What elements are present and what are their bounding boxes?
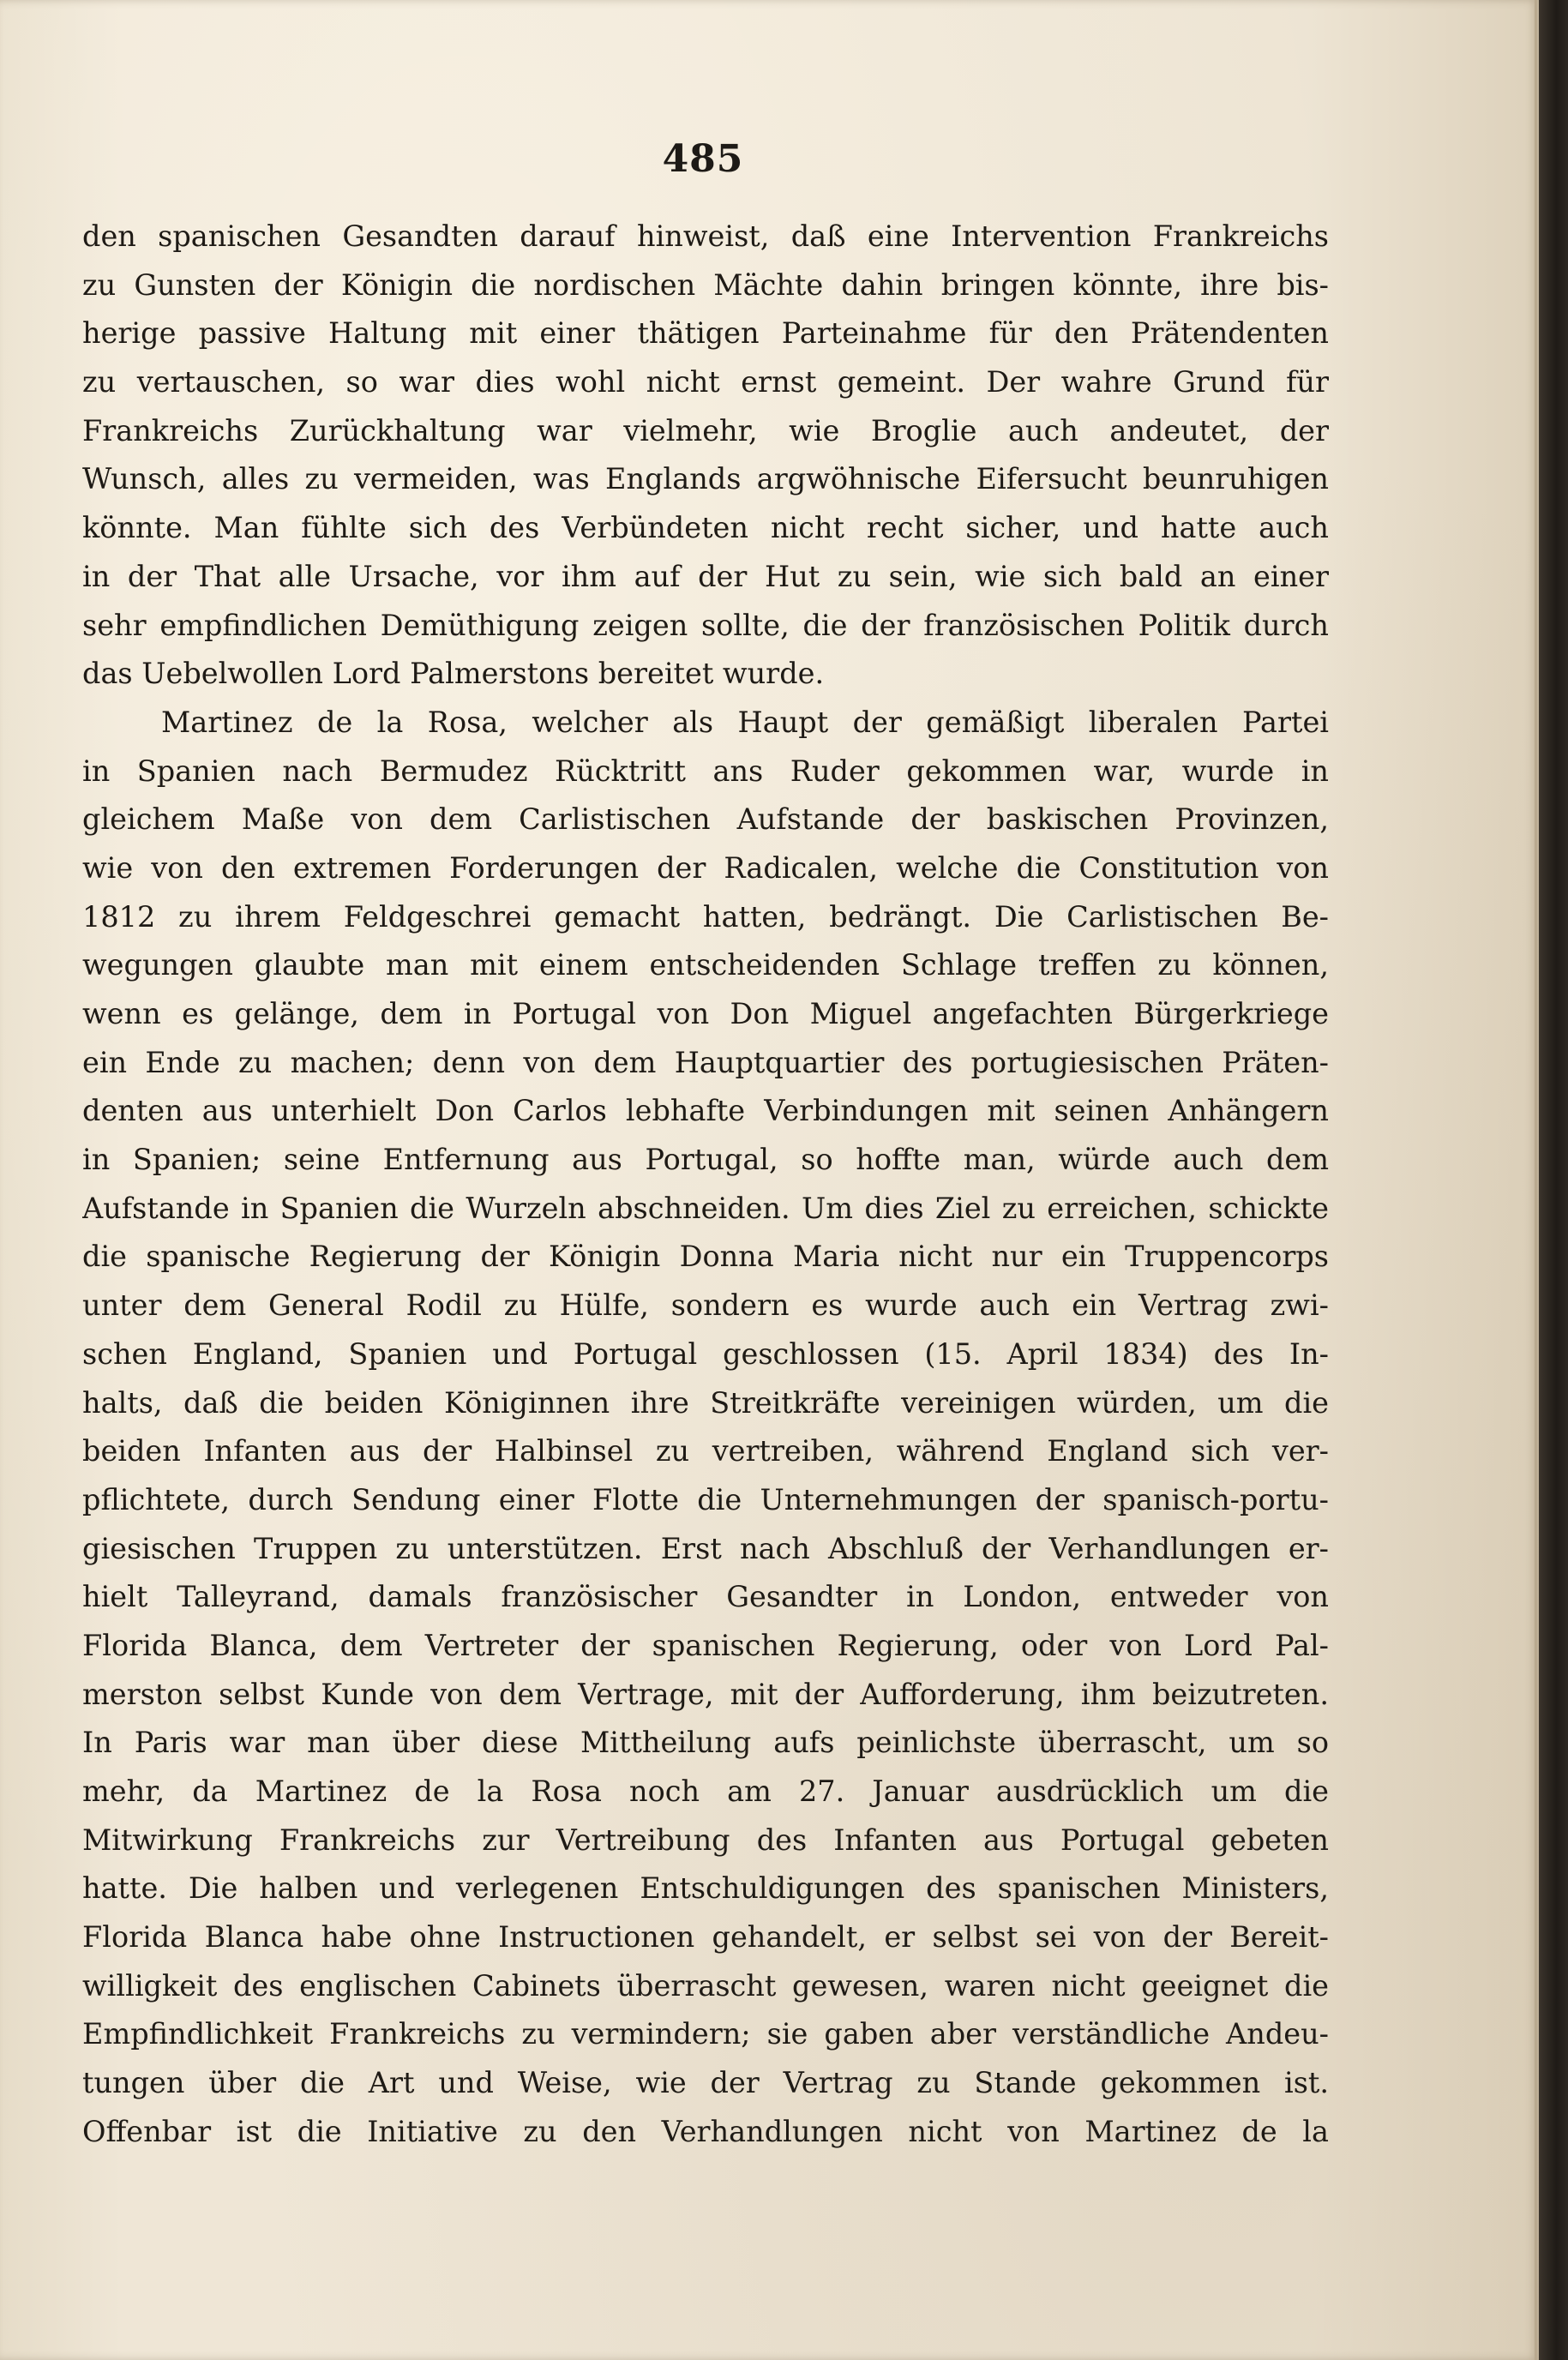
- book-edge-shadow: [1539, 0, 1568, 2360]
- text-line: wegungen glaubte man mit einem entscheidenden Schlage treffen zu können,: [82, 948, 1329, 982]
- text-line: gleichem Maße von dem Carlistischen Aufstande der baskischen Provinzen,: [82, 802, 1329, 837]
- text-line: Florida Blanca, dem Vertreter der spanischen Regierung, oder von Lord Pal-: [82, 1628, 1329, 1662]
- text-line: hielt Talleyrand, damals französischer Gesandter in London, entweder von: [82, 1580, 1329, 1614]
- text-line: willigkeit des englischen Cabinets überrascht gewesen, waren nicht geeignet die: [82, 1968, 1329, 2003]
- text-line: In Paris war man über diese Mittheilung aufs peinlichste überrascht, um so: [82, 1726, 1329, 1760]
- text-line: könnte. Man fühlte sich des Verbündeten nicht recht sicher, und hatte auch: [82, 511, 1329, 545]
- text-line: in der That alle Ursache, vor ihm auf der Hut zu sein, wie sich bald an einer: [82, 559, 1329, 593]
- text-line: Frankreichs Zurückhaltung war vielmehr, wie Broglie auch andeutet, der: [82, 413, 1329, 447]
- text-line: denten aus unterhielt Don Carlos lebhafte Verbindungen mit seinen Anhängern: [82, 1094, 1329, 1128]
- text-line: das Uebelwollen Lord Palmerstons bereitet wurde.: [82, 657, 825, 691]
- text-line: Empfindlichkeit Frankreichs zu vermindern; sie gaben aber verständliche Andeu-: [82, 2017, 1329, 2051]
- page-edge-line: [1535, 0, 1537, 2360]
- text-line: mehr, da Martinez de la Rosa noch am 27. Januar ausdrücklich um die: [82, 1775, 1329, 1808]
- text-line: zu Gunsten der Königin die nordischen Mächte dahin bringen könnte, ihre bis-: [82, 267, 1329, 302]
- text-line: Wunsch, alles zu vermeiden, was Englands argwöhnische Eifersucht beunruhigen: [82, 462, 1329, 496]
- text-line: hatte. Die halben und verlegenen Entschuldigungen des spanischen Ministers,: [82, 1871, 1329, 1906]
- text-line: pflichtete, durch Sendung einer Flotte die Unternehmungen der spanisch-portu-: [82, 1482, 1329, 1516]
- text-line: merston selbst Kunde von dem Vertrage, mit der Aufforderung, ihm beizutreten.: [82, 1677, 1329, 1711]
- body-text: [82, 213, 1329, 2157]
- text-line: in Spanien; seine Entfernung aus Portugal, so hoffte man, würde auch dem: [82, 1143, 1329, 1177]
- text-line: ein Ende zu machen; denn von dem Hauptquartier des portugiesischen Präten-: [82, 1045, 1329, 1079]
- text-line: Aufstande in Spanien die Wurzeln abschneiden. Um dies Ziel zu erreichen, schickte: [82, 1191, 1329, 1225]
- text-line: wenn es gelänge, dem in Portugal von Don Miguel angefachten Bürgerkriege: [82, 997, 1329, 1030]
- text-line: sehr empfindlichen Demüthigung zeigen sollte, die der französischen Politik durch: [82, 608, 1329, 642]
- text-line: die spanische Regierung der Königin Donna Maria nicht nur ein Truppencorps: [82, 1240, 1329, 1274]
- text-line: beiden Infanten aus der Halbinsel zu vertreiben, während England sich ver-: [82, 1434, 1329, 1468]
- text-line: wie von den extremen Forderungen der Radicalen, welche die Constitution von: [82, 850, 1329, 885]
- text-line: halts, daß die beiden Königinnen ihre Streitkräfte vereinigen würden, um die: [82, 1385, 1329, 1420]
- page-number: 485: [662, 137, 744, 181]
- text-line: den spanischen Gesandten darauf hinweist, daß eine Intervention Frankreichs: [82, 219, 1329, 253]
- text-line: Offenbar ist die Initiative zu den Verhandlungen nicht von Martinez de la: [82, 2114, 1329, 2148]
- text-line: Florida Blanca habe ohne Instructionen gehandelt, er selbst sei von der Bereit-: [82, 1920, 1329, 1955]
- text-line: unter dem General Rodil zu Hülfe, sondern es wurde auch ein Vertrag zwi-: [82, 1288, 1329, 1323]
- text-line: in Spanien nach Bermudez Rücktritt ans Ruder gekommen war, wurde in: [82, 754, 1329, 788]
- paragraph-start-line: Martinez de la Rosa, welcher als Haupt der gemäßigt liberalen Partei: [161, 705, 1329, 739]
- text-line: schen England, Spanien und Portugal geschlossen (15. April 1834) des In-: [82, 1336, 1329, 1371]
- text-line: zu vertauschen, so war dies wohl nicht ernst gemeint. Der wahre Grund für: [82, 365, 1329, 399]
- text-line: giesischen Truppen zu unterstützen. Erst nach Abschluß der Verhandlungen er-: [82, 1531, 1329, 1565]
- text-line: Mitwirkung Frankreichs zur Vertreibung des Infanten aus Portugal gebeten: [82, 1823, 1329, 1857]
- text-line: 1812 zu ihrem Feldgeschrei gemacht hatten, bedrängt. Die Carlistischen Be-: [82, 899, 1329, 934]
- text-line: herige passive Haltung mit einer thätigen Parteinahme für den Prätendenten: [82, 316, 1329, 351]
- text-line: tungen über die Art und Weise, wie der Vertrag zu Stande gekommen ist.: [82, 2066, 1329, 2100]
